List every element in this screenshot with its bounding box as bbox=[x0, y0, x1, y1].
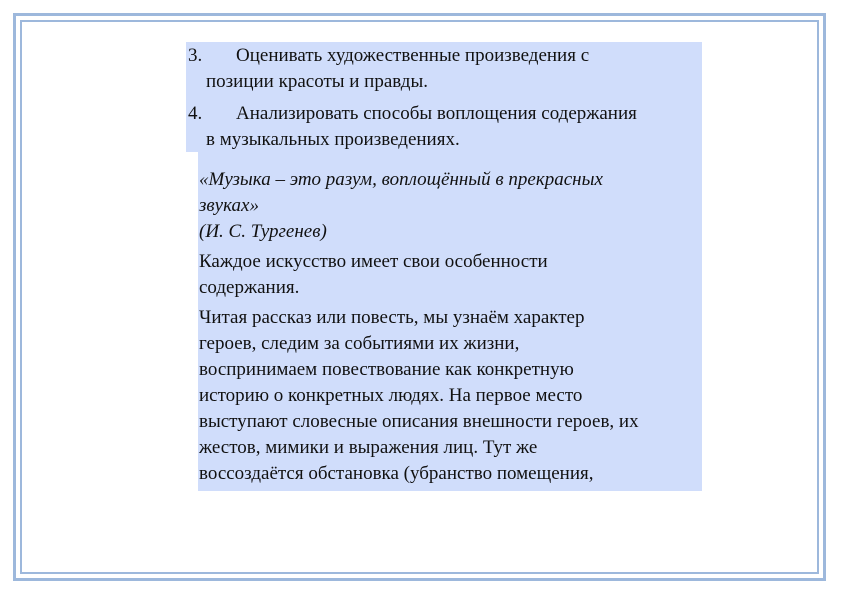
paragraph-line: историю о конкретных людях. На первое место bbox=[199, 385, 583, 406]
paragraph-line: воспринимаем повествование как конкретную bbox=[199, 359, 574, 380]
paragraph-line: героев, следим за событиями их жизни, bbox=[199, 333, 520, 354]
paragraph-line: Читая рассказ или повесть, мы узнаём характер bbox=[199, 307, 585, 328]
numbered-list bbox=[188, 43, 700, 153]
body-text bbox=[199, 167, 699, 487]
list-item-3 bbox=[188, 43, 700, 95]
list-item-text: Анализировать способы воплощения содержания bbox=[236, 103, 637, 124]
quote-line: звуках» bbox=[199, 195, 259, 216]
paragraph-1 bbox=[199, 249, 699, 301]
list-number: 3. bbox=[188, 45, 203, 66]
paragraph-line: жестов, мимики и выражения лиц. Тут же bbox=[199, 437, 538, 458]
paragraph-line: выступают словесные описания внешности героев, их bbox=[199, 411, 639, 432]
paragraph-line: Каждое искусство имеет свои особенности bbox=[199, 251, 548, 272]
list-item-continuation: позиции красоты и правды. bbox=[206, 71, 428, 92]
list-number: 4. bbox=[188, 103, 203, 124]
paragraph-line: воссоздаётся обстановка (убранство помещения, bbox=[199, 463, 594, 484]
list-item-4 bbox=[188, 101, 700, 153]
quote bbox=[199, 167, 699, 245]
paragraph-line: содержания. bbox=[199, 277, 300, 298]
quote-line: «Музыка – это разум, воплощённый в прекрасных bbox=[199, 169, 603, 190]
list-item-continuation: в музыкальных произведениях. bbox=[206, 129, 460, 150]
quote-author: (И. С. Тургенев) bbox=[199, 221, 327, 242]
paragraph-2 bbox=[199, 305, 699, 487]
list-item-text: Оценивать художественные произведения с bbox=[236, 45, 590, 66]
